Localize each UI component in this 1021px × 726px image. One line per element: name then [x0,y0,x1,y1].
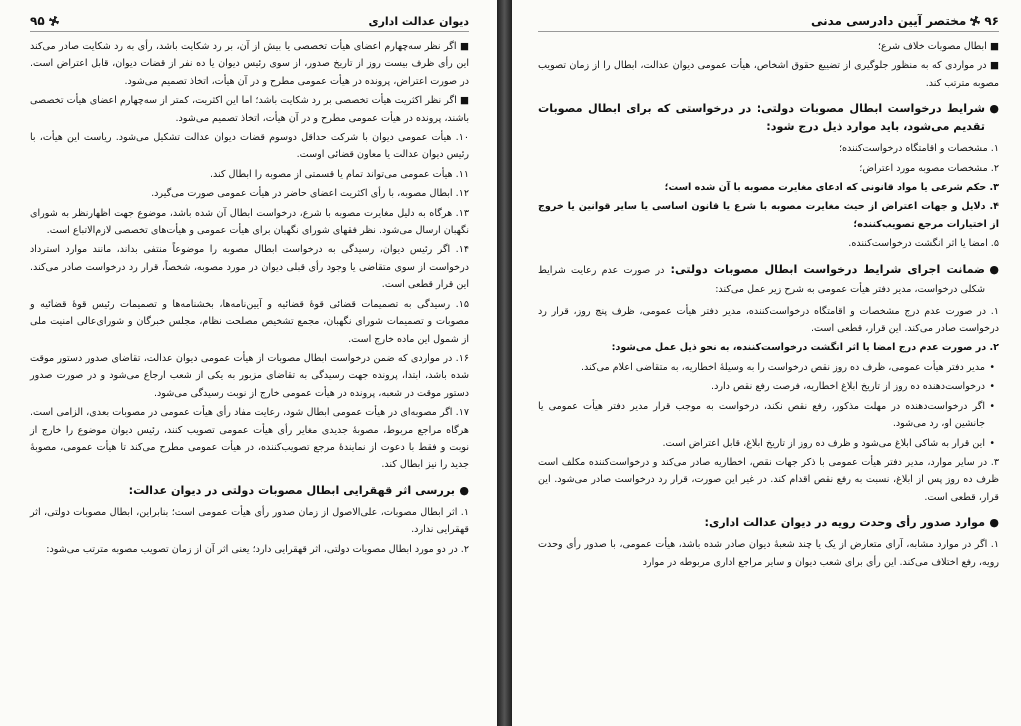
section-heading: ● موارد صدور رأی وحدت رویه در دیوان عدالت اداری: [538,514,999,532]
bullet-item: ■ در مواردی که به منظور جلوگیری از تضییع حقوق اشخاص، هیأت عمومی دیوان عدالت، ابطال را از زمان تصویب مصوبه مترتب کند. [538,60,999,89]
paragraph: ۱۲. ابطال مصوبه، با رأی اکثریت اعضای حاضر در هیأت عمومی صورت می‌گیرد. [151,188,469,200]
paragraph: ۱۳. هرگاه به دلیل مغایرت مصوبه با شرع، درخواست ابطال آن شده باشد، موضوع جهت اظهارنظر به شورای نگهبان ارسال می‌شود. نظر فقهای شورای نگهبان برای هیأت عمومی و هیأت‌های تخصصی لازم‌الاتباع است. [30,207,469,237]
right-page-body [538,38,999,571]
sub-item: • این قرار به شاکی ابلاغ می‌شود و ظرف ده روز از تاریخ ابلاغ، قابل اعتراض است. [538,435,999,452]
paragraph: ۱۷. اگر مصوبه‌ای در هیأت عمومی ابطال شود، رعایت مفاد رأی هیأت عمومی در مصوبات بعدی، الزامی است. هرگاه مراجع مربوط، مصوبهٔ جدیدی مغایر رأی هیأت عمومی تصویب کنند، رئیس دیوان موضوع را خارج از نوبت و فقط با دعوت از نمایندهٔ مرجع تصویب‌کننده، در هیأت عمومی مطرح می‌کند تا هیأت عمومی، مصوبهٔ جدید را نیز ابطال کند. [30,407,469,471]
paragraph: ۱۴. اگر رئیس دیوان، رسیدگی به درخواست ابطال مصوبه را موضوعاً منتفی بداند، مانند موارد استرداد درخواست از سوی متقاضی یا وجود رأی قبلی دیوان در مورد مصوبه، شخصاً، قرار رد درخواست صادر می‌کند. این قرار قطعی است. [30,244,469,291]
paragraph: ۱۰. هیأت عمومی دیوان با شرکت حداقل دوسوم قضات دیوان عدالت تشکیل می‌شود. ریاست این هیأت، با رئیس دیوان عدالت یا معاون قضائی اوست. [30,132,469,161]
section-heading-rest: در صورت عدم رعایت شرایط شکلی درخواست، مدیر دفتر هیأت عمومی به شرح زیر عمل می‌کند: [538,264,985,295]
section-item: ۱. اگر در موارد مشابه، آرای متعارض از یک یا چند شعبهٔ دیوان صادر شده باشد، هیأت عمومی، با صدور رأی وحدت رویه، رفع اختلاف می‌کند. این رأی برای شعب دیوان و سایر مراجع اداری مربوطه در موارد [538,539,999,568]
flower-ornament-icon [49,16,59,26]
section-heading-title: ضمانت اجرای شرایط درخواست ابطال مصوبات دولتی: [670,262,985,276]
left-page-body [30,38,469,558]
section-item: ۳. در سایر موارد، مدیر دفتر هیأت عمومی با ذکر جهات نقص، اخطاریه صادر می‌کند و درخواست‌کننده مکلف است ظرف ده روز پس از ابلاغ، نسبت به رفع نقص اقدام کند. در غیر این صورت، قرار رد درخواست صادر می‌شود. این قرار، قطعی است. [538,456,999,503]
section-heading-title: شرایط درخواست ابطال مصوبات دولتی: [756,102,985,116]
left-page-number-block [30,14,59,28]
right-page-header [538,14,999,32]
section-item: ۲. در صورت عدم درج امضا یا اثر انگشت درخواست‌کننده، به نحو ذیل عمل می‌شود: [611,342,999,354]
book-gutter [497,0,512,726]
section-heading: ● بررسی اثر قهقرایی ابطال مصوبات دولتی در دیوان عدالت: [30,482,469,500]
section-heading-rest: در درخواستی که برای ابطال مصوبات تقدیم می‌شود، باید موارد ذیل درج شود: [538,102,985,134]
paragraph: ■ اگر نظر سه‌چهارم اعضای هیأت تخصصی یا بیش از آن، بر رد شکایت باشد، رأی به رد شکایت صادر می‌کند این رأی ظرف بیست روز از تاریخ صدور، از سوی رئیس دیوان یا ده نفر از قضات دیوان، قابل اعتراض است. در صورت اعتراض، پرونده در هیأت عمومی مطرح و در آن هیأت، اتخاذ تصمیم می‌شود. [30,41,469,87]
paragraph: ۱۱. هیأت عمومی می‌تواند تمام یا قسمتی از مصوبه را ابطال کند. [209,168,469,180]
paragraph: ۱۵. رسیدگی به تصمیمات قضائی قوهٔ قضائیه و آیین‌نامه‌ها، بخشنامه‌ها و تصمیمات رئیس قوهٔ قضائیه و مصوبات و تصمیمات شورای نگهبان، مجمع تشخیص مصلحت نظام، مجلس خبرگان و شورای‌عالی امنیت ملی از شمول این ماده خارج است. [30,298,469,345]
paragraph: ■ اگر نظر اکثریت هیأت تخصصی بر رد شکایت باشد؛ اما این اکثریت، کمتر از سه‌چهارم اعضای هیأت تخصصی باشند، پرونده در هیأت عمومی مطرح و در آن هیأت، اتخاذ تصمیم می‌شود. [30,95,469,124]
right-page-number-block [811,14,999,28]
left-header-title: دیوان عدالت اداری [368,14,469,28]
section-item: ۲. مشخصات مصوبه مورد اعتراض؛ [859,162,999,174]
sub-item: • اگر درخواست‌دهنده در مهلت مذکور، رفع نقص نکند، درخواست به موجب قرار مدیر دفتر هیأت عمومی یا جانشین او، رد می‌شود. [538,398,999,433]
bullet-item: ■ ابطال مصوبات خلاف شرع؛ [877,41,999,52]
right-page-number: ۹۶ [984,14,999,28]
section-item: ۱. مشخصات و اقامتگاه درخواست‌کننده؛ [838,143,999,155]
right-page [512,0,1021,726]
left-page [0,0,497,726]
sub-item: • درخواست‌دهنده ده روز از تاریخ ابلاغ اخطاریه، فرصت رفع نقص دارد. [538,378,999,395]
section-item: ۵. امضا یا اثر انگشت درخواست‌کننده. [848,238,999,250]
flower-ornament-icon [970,16,980,26]
left-page-header [30,14,469,32]
section-item: ۲. در دو مورد ابطال مصوبات دولتی، اثر قهقرایی دارد؛ یعنی اثر آن از زمان تصویب مصوبه مترتب می‌شود: [46,543,469,555]
left-page-number: ۹۵ [30,14,45,28]
section-heading [538,261,999,299]
sub-item: • مدیر دفتر هیأت عمومی، ظرف ده روز نقص درخواست را به وسیلهٔ اخطاریه، به متقاضی اعلام می‌کند. [538,359,999,376]
section-item: ۴. دلایل و جهات اعتراض از حیث مغایرت مصوبه با شرع یا قانون اساسی یا سایر قوانین یا خروج از اختیارات مرجع تصویب‌کننده؛ [538,201,999,230]
section-item: ۱. در صورت عدم درج مشخصات و اقامتگاه درخواست‌کننده، مدیر دفتر هیأت عمومی، ظرف پنج روز، قرار رد درخواست صادر می‌کند. این قرار، قطعی است. [538,305,999,335]
section-item: ۳. حکم شرعی یا مواد قانونی که ادعای مغایرت مصوبه با آن شده است؛ [664,182,999,194]
section-item: ۱. اثر ابطال مصوبات، علی‌الاصول از زمان صدور رأی هیأت عمومی است؛ بنابراین، ابطال مصوبات دولتی، اثر قهقرایی ندارد. [30,506,469,536]
paragraph: ۱۶. در مواردی که ضمن درخواست ابطال مصوبات از هیأت عمومی دیوان عدالت، تقاضای صدور دستور موقت شده باشد، ابتدا، پرونده جهت رسیدگی به تقاضای مزبور به یکی از شعب ارجاع می‌شود و در صورت صدور دستور موقت در شعبه، پرونده در هیأت عمومی خارج از نوبت رسیدگی می‌شود. [30,352,469,399]
section-heading [538,100,999,136]
right-header-title: مختصر آیین دادرسی مدنی [810,14,967,28]
